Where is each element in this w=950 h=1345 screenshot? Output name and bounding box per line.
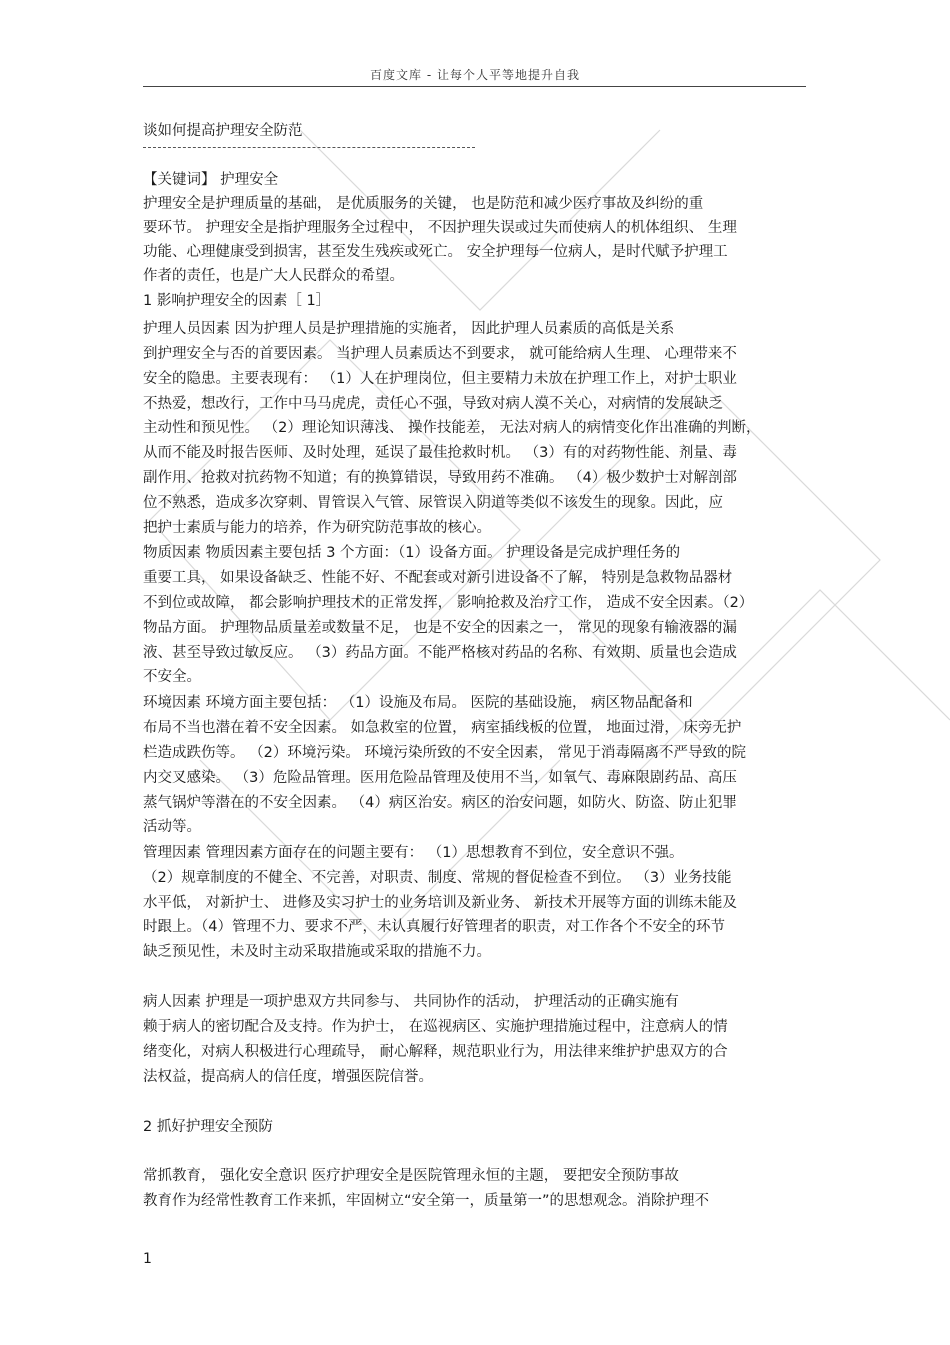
text-line: 护理人员因素 因为护理人员是护理措施的实施者， 因此护理人员素质的高低是关系 — [143, 321, 675, 337]
section-heading: 1 影响护理安全的因素［ 1］ — [143, 293, 331, 309]
text-line: （2）规章制度的不健全、不完善，对职责、制度、常规的督促检查不到位。 （3）业务技能 — [143, 870, 732, 886]
text-line: 位不熟悉，造成多次穿刺、胃管误入气管、尿管误入阴道等类似不该发生的现象。因此，应 — [143, 495, 723, 511]
text-line: 栏造成跌伤等。 （2）环境污染。 环境污染所致的不安全因素， 常见于消毒隔离不严导致的院 — [143, 745, 747, 761]
keywords-line: 【关键词】 护理安全 — [143, 172, 279, 188]
text-line: 液、甚至导致过敏反应。 （3）药品方面。不能严格核对药品的名称、有效期、质量也会造成 — [143, 645, 737, 661]
text-line: 病人因素 护理是一项护患双方共同参与、 共同协作的活动， 护理活动的正确实施有 — [143, 994, 679, 1010]
document-title: 谈如何提高护理安全防范 — [143, 123, 303, 139]
text-line: 常抓教育， 强化安全意识 医疗护理安全是医院管理永恒的主题， 要把安全预防事故 — [143, 1168, 679, 1184]
section-heading: 2 抓好护理安全预防 — [143, 1119, 273, 1135]
text-line: 不安全。 — [143, 669, 201, 685]
text-line: 水平低， 对新护士、 进修及实习护士的业务培训及新业务、 新技术开展等方面的训练未能及 — [143, 895, 737, 911]
text-line: 绪变化，对病人积极进行心理疏导， 耐心解释，规范职业行为，用法律来维护护患双方的合 — [143, 1044, 728, 1060]
text-line: 不热爱，想改行，工作中马马虎虎，责任心不强，导致对病人漠不关心，对病情的发展缺乏 — [143, 396, 723, 412]
text-line: 要环节。 护理安全是指护理服务全过程中， 不因护理失误或过失而使病人的机体组织、 生理 — [143, 220, 737, 236]
dashed-divider — [143, 147, 475, 148]
text-line: 内交叉感染。 （3）危险品管理。医用危险品管理及使用不当，如氧气、毒麻限剧药品、高压 — [143, 770, 737, 786]
text-line: 赖于病人的密切配合及支持。作为护士， 在巡视病区、实施护理措施过程中，注意病人的情 — [143, 1019, 728, 1035]
text-line: 布局不当也潜在着不安全因素。 如急救室的位置， 病室插线板的位置， 地面过滑， 床旁无护 — [143, 720, 742, 736]
header-text: 百度文库 - 让每个人平等地提升自我 — [370, 68, 580, 82]
text-line: 到护理安全与否的首要因素。 当护理人员素质达不到要求， 就可能给病人生理、 心理带来不 — [143, 346, 737, 362]
text-line: 重要工具， 如果设备缺乏、性能不好、不配套或对新引进设备不了解， 特别是急救物品器材 — [143, 570, 733, 586]
text-line: 副作用、抢救对抗药物不知道；有的换算错误，导致用药不准确。 （4）极少数护士对解剖部 — [143, 470, 737, 486]
text-line: 环境因素 环境方面主要包括： （1）设施及布局。 医院的基础设施， 病区物品配备和 — [143, 695, 693, 711]
text-line: 物品方面。 护理物品质量差或数量不足， 也是不安全的因素之一， 常见的现象有输液器的漏 — [143, 620, 737, 636]
text-line: 法权益，提高病人的信任度，增强医院信誉。 — [143, 1069, 433, 1085]
text-line: 功能、心理健康受到损害，甚至发生残疾或死亡。 安全护理每一位病人，是时代赋予护理工 — [143, 244, 728, 260]
text-line: 活动等。 — [143, 819, 201, 835]
text-line: 把护士素质与能力的培养，作为研究防范事故的核心。 — [143, 520, 491, 536]
text-line: 时跟上。（4）管理不力、要求不严，未认真履行好管理者的职责，对工作各个不安全的环节 — [143, 919, 725, 935]
text-line: 作者的责任，也是广大人民群众的希望。 — [143, 268, 404, 284]
text-line: 物质因素 物质因素主要包括 3 个方面：（1）设备方面。 护理设备是完成护理任务的 — [143, 545, 681, 561]
text-line: 安全的隐患。主要表现有： （1）人在护理岗位，但主要精力未放在护理工作上，对护士职业 — [143, 371, 737, 387]
text-line: 不到位或故障， 都会影响护理技术的正常发挥， 影响抢救及治疗工作， 造成不安全因素。（2） — [143, 595, 754, 611]
text-line: 护理安全是护理质量的基础， 是优质服务的关键， 也是防范和减少医疗事故及纠纷的重 — [143, 196, 704, 212]
page-number: 1 — [143, 1251, 152, 1267]
header-rule — [143, 86, 806, 87]
text-line: 教育作为经常性教育工作来抓，牢固树立“安全第一，质量第一”的思想观念。消除护理不 — [143, 1193, 710, 1209]
text-line: 管理因素 管理因素方面存在的问题主要有： （1）思想教育不到位，安全意识不强。 — [143, 845, 684, 861]
text-line: 蒸气锅炉等潜在的不安全因素。 （4）病区治安。病区的治安问题，如防火、防盗、防止犯罪 — [143, 795, 737, 811]
text-line: 从而不能及时报告医师、及时处理，延误了最佳抢救时机。 （3）有的对药物性能、剂量、毒 — [143, 445, 737, 461]
text-line: 主动性和预见性。 （2）理论知识薄浅、 操作技能差， 无法对病人的病情变化作出准确的判断， — [143, 420, 761, 436]
text-line: 缺乏预见性，未及时主动采取措施或采取的措施不力。 — [143, 944, 491, 960]
